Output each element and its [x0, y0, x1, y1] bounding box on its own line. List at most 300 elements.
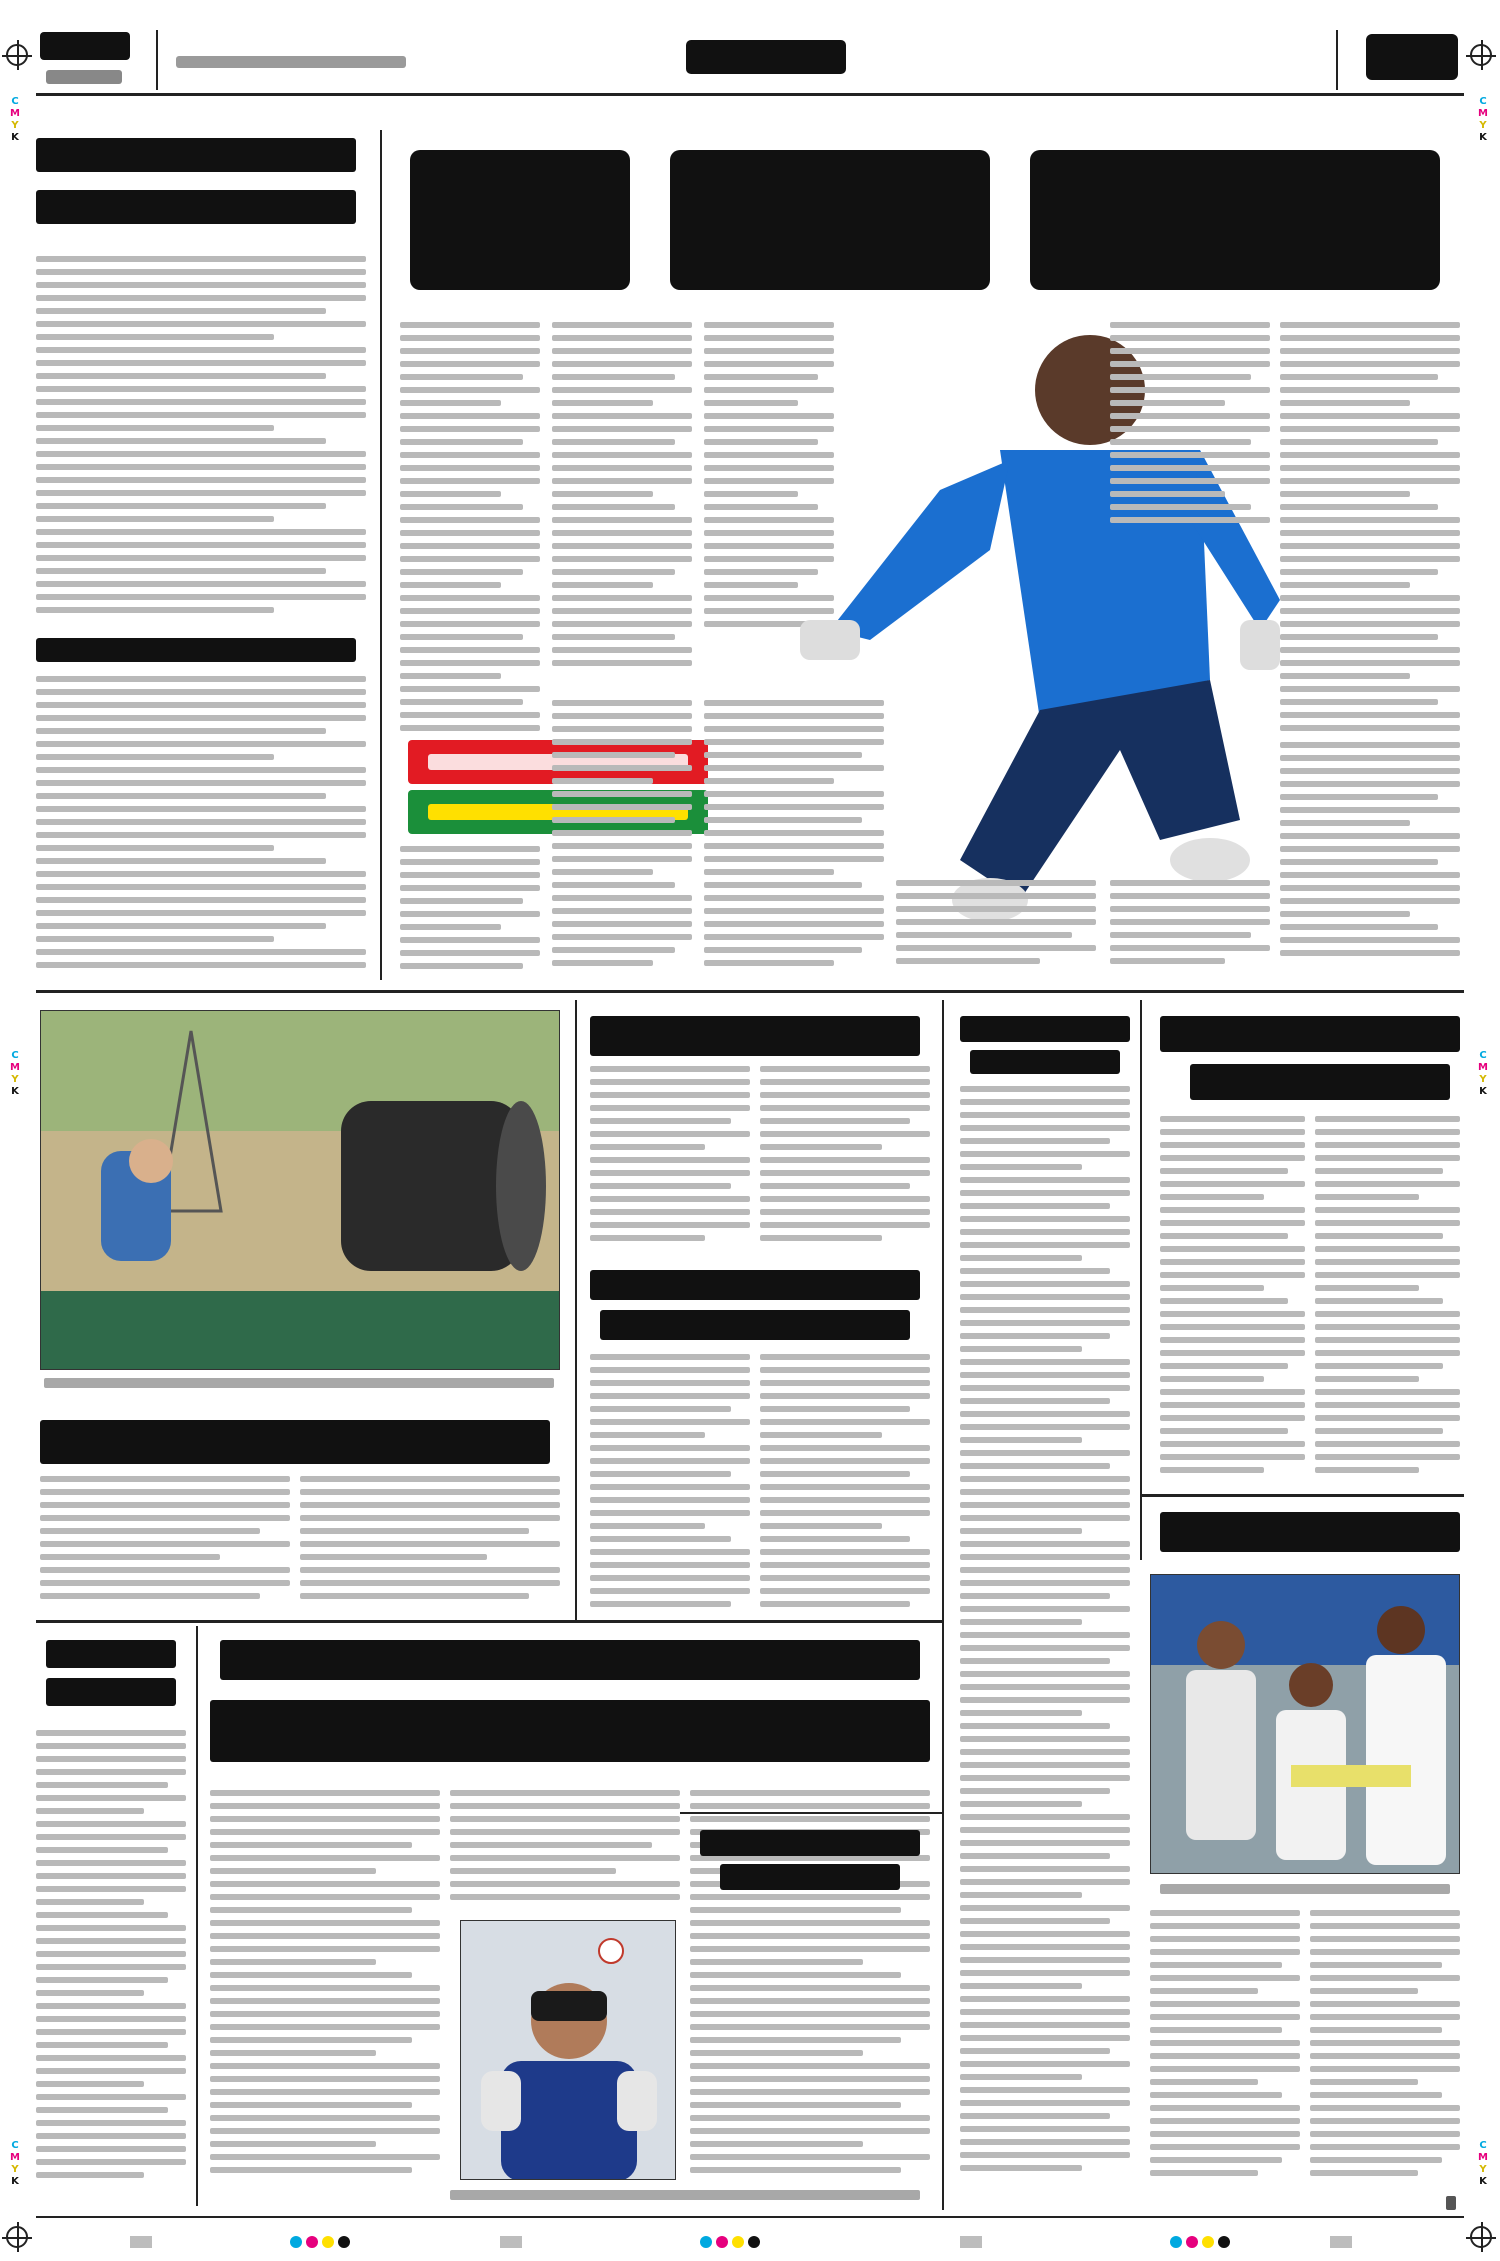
cmyk-k: K: [11, 1086, 19, 1097]
text-line: [36, 1964, 186, 1970]
registration-mark: [1470, 44, 1492, 66]
text-line: [960, 2165, 1082, 2171]
text-line: [210, 1985, 440, 1991]
text-line: [1110, 880, 1270, 886]
text-line: [400, 517, 540, 523]
text-line: [552, 582, 653, 588]
text-line: [400, 846, 540, 852]
text-line: [36, 949, 366, 955]
cmyk-y: Y: [1479, 120, 1487, 131]
photo-caption: [44, 1378, 554, 1388]
text-line: [1280, 621, 1460, 627]
text-line: [896, 919, 1096, 925]
text-line: [960, 1476, 1130, 1482]
text-line: [400, 439, 523, 445]
text-line: [1310, 2079, 1418, 2085]
text-line: [960, 2048, 1110, 2054]
text-line: [960, 1359, 1130, 1365]
text-line: [1280, 846, 1460, 852]
text-line: [1150, 2027, 1282, 2033]
text-line: [960, 1229, 1130, 1235]
text-line: [896, 958, 1040, 964]
text-line: [300, 1593, 529, 1599]
text-line: [1310, 1936, 1460, 1942]
text-line: [590, 1575, 750, 1581]
text-line: [960, 1515, 1130, 1521]
text-line: [1150, 2066, 1300, 2072]
text-line: [1160, 1259, 1305, 1265]
text-line: [400, 712, 540, 718]
text-line: [960, 1996, 1130, 2002]
text-line: [760, 1131, 930, 1137]
text-line: [1160, 1415, 1305, 1421]
text-line: [1150, 2170, 1258, 2176]
yellow-dot: [732, 2236, 744, 2248]
text-line: [36, 412, 366, 418]
text-line: [1280, 400, 1410, 406]
text-line: [704, 908, 884, 914]
text-line: [960, 1099, 1130, 1105]
text-line: [760, 1406, 910, 1412]
text-line: [960, 1931, 1130, 1937]
text-line: [590, 1510, 750, 1516]
text-line: [1150, 2105, 1300, 2111]
text-line: [760, 1601, 910, 1607]
text-line: [36, 806, 366, 812]
yellow-dot: [1202, 2236, 1214, 2248]
text-line: [760, 1183, 910, 1189]
text-line: [40, 1554, 220, 1560]
text-line: [210, 1972, 412, 1978]
text-line: [552, 817, 675, 823]
cmyk-m: M: [1478, 1062, 1488, 1073]
text-line: [1150, 2131, 1300, 2137]
text-line: [552, 517, 692, 523]
text-line: [400, 673, 501, 679]
cmyk-m: M: [10, 108, 20, 119]
black-dot: [1218, 2236, 1230, 2248]
story-body: [1110, 880, 1270, 976]
text-line: [210, 1920, 440, 1926]
story-body: [300, 1476, 560, 1616]
text-line: [690, 2102, 901, 2108]
text-line: [960, 1827, 1130, 1833]
headline-block: [670, 150, 990, 290]
text-line: [960, 1697, 1130, 1703]
text-line: [36, 2146, 186, 2152]
text-line: [400, 686, 540, 692]
text-line: [1160, 1441, 1305, 1447]
text-line: [552, 843, 692, 849]
text-line: [960, 1814, 1130, 1820]
text-line: [960, 1125, 1130, 1131]
text-line: [1110, 517, 1270, 523]
text-line: [960, 1840, 1130, 1846]
text-line: [590, 1066, 750, 1072]
text-line: [760, 1354, 930, 1360]
text-line: [760, 1432, 882, 1438]
text-line: [552, 387, 692, 393]
text-line: [690, 1790, 930, 1796]
text-line: [210, 1933, 440, 1939]
text-line: [590, 1196, 750, 1202]
text-line: [1315, 1168, 1443, 1174]
headline-jalakrida: [40, 1420, 550, 1464]
text-line: [960, 1606, 1130, 1612]
text-line: [552, 426, 692, 432]
text-line: [960, 1762, 1130, 1768]
text-line: [960, 1567, 1130, 1573]
text-line: [36, 477, 366, 483]
text-line: [1280, 413, 1460, 419]
text-line: [590, 1484, 750, 1490]
text-line: [690, 2141, 863, 2147]
text-line: [400, 725, 540, 731]
section-rule: [36, 990, 1464, 993]
text-line: [400, 699, 523, 705]
column-rule: [942, 1000, 944, 2210]
text-line: [1280, 465, 1460, 471]
text-line: [552, 895, 692, 901]
text-line: [1160, 1402, 1305, 1408]
text-line: [704, 947, 862, 953]
text-line: [36, 1756, 186, 1762]
text-line: [960, 1671, 1130, 1677]
text-line: [1160, 1350, 1305, 1356]
cmyk-m: M: [10, 2152, 20, 2163]
text-line: [590, 1406, 731, 1412]
text-line: [1315, 1454, 1460, 1460]
text-line: [552, 322, 692, 328]
text-line: [960, 1294, 1130, 1300]
text-line: [300, 1476, 560, 1482]
text-line: [1110, 906, 1270, 912]
text-line: [760, 1588, 930, 1594]
text-line: [36, 715, 366, 721]
text-line: [36, 2003, 186, 2009]
text-line: [36, 741, 366, 747]
text-line: [960, 1554, 1130, 1560]
text-line: [1160, 1324, 1305, 1330]
text-line: [400, 374, 523, 380]
text-line: [36, 897, 366, 903]
text-line: [36, 1808, 144, 1814]
text-line: [36, 845, 274, 851]
text-line: [210, 1946, 440, 1952]
text-line: [1150, 2157, 1282, 2163]
text-line: [400, 634, 523, 640]
text-line: [36, 728, 326, 734]
text-line: [1310, 2131, 1460, 2137]
footer-rule: [36, 2216, 1464, 2218]
text-line: [36, 490, 366, 496]
text-line: [960, 1710, 1082, 1716]
text-line: [960, 1866, 1130, 1872]
text-line: [960, 1333, 1110, 1339]
story-body: [960, 1086, 1130, 2186]
text-line: [400, 543, 540, 549]
story-body: [1280, 742, 1460, 972]
color-swatch: [1330, 2236, 1352, 2248]
story-body: [896, 880, 1096, 976]
text-line: [36, 581, 366, 587]
text-line: [400, 950, 540, 956]
text-line: [36, 884, 366, 890]
cyan-dot: [1170, 2236, 1182, 2248]
text-line: [400, 911, 540, 917]
text-line: [400, 530, 540, 536]
text-line: [1315, 1441, 1460, 1447]
text-line: [210, 1998, 440, 2004]
text-line: [1280, 742, 1460, 748]
photo-caption: [450, 2190, 920, 2200]
text-line: [960, 2087, 1130, 2093]
text-line: [400, 426, 540, 432]
text-line: [36, 295, 366, 301]
cmyk-strip: [1476, 2140, 1490, 2188]
text-line: [1110, 322, 1270, 328]
text-line: [960, 2152, 1130, 2158]
text-line: [1310, 2144, 1460, 2150]
text-line: [300, 1528, 529, 1534]
text-line: [590, 1183, 731, 1189]
text-line: [590, 1601, 731, 1607]
text-line: [36, 1925, 186, 1931]
text-line: [960, 1151, 1130, 1157]
text-line: [1280, 781, 1460, 787]
text-line: [1110, 478, 1270, 484]
text-line: [1150, 2040, 1300, 2046]
text-line: [590, 1105, 750, 1111]
text-line: [210, 2141, 376, 2147]
text-line: [760, 1222, 930, 1228]
text-line: [1315, 1363, 1443, 1369]
text-line: [960, 1619, 1082, 1625]
text-line: [960, 1580, 1130, 1586]
text-line: [400, 660, 540, 666]
text-line: [210, 1842, 412, 1848]
headline-line: [36, 190, 356, 224]
text-line: [1160, 1428, 1288, 1434]
masthead-divider: [1336, 30, 1338, 90]
text-line: [960, 1905, 1130, 1911]
text-line: [1280, 807, 1460, 813]
text-line: [960, 1489, 1130, 1495]
text-line: [590, 1549, 750, 1555]
text-line: [1110, 504, 1251, 510]
text-line: [36, 594, 366, 600]
text-line: [690, 2154, 930, 2160]
text-line: [552, 348, 692, 354]
text-line: [1280, 322, 1460, 328]
text-line: [1315, 1415, 1460, 1421]
story-body: [40, 1476, 290, 1616]
text-line: [1315, 1207, 1460, 1213]
text-line: [400, 963, 523, 969]
text-line: [552, 908, 692, 914]
text-line: [690, 1816, 930, 1822]
text-line: [36, 529, 366, 535]
text-line: [210, 2063, 440, 2069]
text-line: [960, 1463, 1110, 1469]
text-line: [400, 361, 540, 367]
text-line: [36, 1834, 186, 1840]
text-line: [960, 1437, 1082, 1443]
text-line: [552, 361, 692, 367]
text-line: [760, 1380, 930, 1386]
text-line: [590, 1471, 731, 1477]
text-line: [552, 934, 692, 940]
text-line: [450, 1790, 680, 1796]
text-line: [552, 791, 692, 797]
text-line: [1315, 1337, 1460, 1343]
text-line: [552, 856, 692, 862]
text-line: [36, 1977, 168, 1983]
text-line: [400, 924, 501, 930]
cmyk-y: Y: [1479, 1074, 1487, 1085]
text-line: [760, 1536, 910, 1542]
text-line: [590, 1536, 731, 1542]
award-ceremony-photo: [1150, 1574, 1460, 1874]
text-line: [36, 282, 366, 288]
text-line: [1280, 478, 1460, 484]
text-line: [40, 1515, 290, 1521]
text-line: [896, 906, 1096, 912]
text-line: [760, 1562, 930, 1568]
text-line: [1315, 1402, 1460, 1408]
newspaper-logo: [40, 32, 130, 60]
text-line: [960, 1983, 1082, 1989]
cmyk-k: K: [1479, 132, 1487, 143]
text-line: [210, 2154, 440, 2160]
text-line: [210, 1803, 440, 1809]
text-line: [590, 1432, 705, 1438]
text-line: [36, 399, 366, 405]
text-line: [1280, 361, 1460, 367]
text-line: [896, 880, 1096, 886]
text-line: [960, 1346, 1082, 1352]
text-line: [1280, 582, 1410, 588]
text-line: [704, 817, 862, 823]
text-line: [690, 2063, 930, 2069]
footer-page-number: [1446, 2196, 1456, 2210]
text-line: [1310, 1923, 1460, 1929]
story-body: [1280, 322, 1460, 742]
text-line: [590, 1170, 750, 1176]
text-line: [960, 1255, 1082, 1261]
subhead: [36, 638, 356, 662]
pitch-roller-photo: [40, 1010, 560, 1370]
text-line: [960, 1918, 1110, 1924]
text-line: [1160, 1233, 1288, 1239]
text-line: [36, 555, 366, 561]
text-line: [210, 2128, 440, 2134]
text-line: [40, 1567, 290, 1573]
text-line: [1280, 937, 1460, 943]
text-line: [1310, 1962, 1442, 1968]
text-line: [1280, 530, 1460, 536]
text-line: [552, 595, 692, 601]
text-line: [704, 739, 884, 745]
text-line: [1310, 2027, 1442, 2033]
text-line: [1280, 712, 1460, 718]
cmyk-k: K: [11, 132, 19, 143]
text-line: [36, 334, 274, 340]
photo-placeholder-icon: [41, 1011, 560, 1370]
text-line: [760, 1079, 930, 1085]
headline-baroda: [210, 1700, 930, 1762]
text-line: [704, 700, 884, 706]
story-body: [450, 1790, 680, 1910]
headline-tfa: [1160, 1016, 1460, 1052]
text-line: [210, 2115, 440, 2121]
text-line: [1110, 413, 1270, 419]
text-line: [960, 1242, 1130, 1248]
text-line: [760, 1118, 910, 1124]
text-line: [552, 543, 692, 549]
story-body: [210, 1790, 440, 2190]
text-line: [960, 1190, 1130, 1196]
cmyk-strip: [8, 96, 22, 144]
text-line: [960, 1775, 1130, 1781]
text-line: [1280, 885, 1460, 891]
text-line: [36, 910, 366, 916]
text-line: [552, 778, 653, 784]
story-body: [1150, 1910, 1300, 2190]
text-line: [210, 1881, 440, 1887]
text-line: [690, 2011, 930, 2017]
text-line: [1110, 452, 1270, 458]
text-line: [40, 1489, 290, 1495]
text-line: [760, 1367, 930, 1373]
text-line: [1160, 1337, 1305, 1343]
text-line: [450, 1842, 652, 1848]
text-line: [1280, 595, 1460, 601]
text-line: [1310, 2170, 1418, 2176]
text-line: [552, 400, 653, 406]
text-line: [36, 438, 326, 444]
cyan-dot: [700, 2236, 712, 2248]
story-body: [400, 322, 540, 742]
text-line: [36, 2159, 186, 2165]
text-line: [36, 936, 274, 942]
text-line: [960, 2126, 1130, 2132]
headline-coaching: [590, 1270, 920, 1300]
text-line: [960, 1944, 1130, 1950]
text-line: [552, 413, 692, 419]
text-line: [960, 1541, 1130, 1547]
text-line: [590, 1235, 705, 1241]
text-line: [36, 1730, 186, 1736]
text-line: [896, 893, 1096, 899]
text-line: [36, 503, 326, 509]
magenta-dot: [716, 2236, 728, 2248]
story-body: [36, 256, 366, 626]
text-line: [450, 1803, 680, 1809]
text-line: [1280, 348, 1460, 354]
text-line: [210, 2102, 412, 2108]
text-line: [590, 1079, 750, 1085]
text-line: [1310, 2053, 1460, 2059]
text-line: [1315, 1428, 1443, 1434]
text-line: [704, 895, 884, 901]
text-line: [1110, 335, 1270, 341]
black-dot: [748, 2236, 760, 2248]
text-line: [36, 464, 366, 470]
text-line: [400, 647, 540, 653]
story-body: [590, 1066, 750, 1256]
text-line: [36, 2081, 144, 2087]
